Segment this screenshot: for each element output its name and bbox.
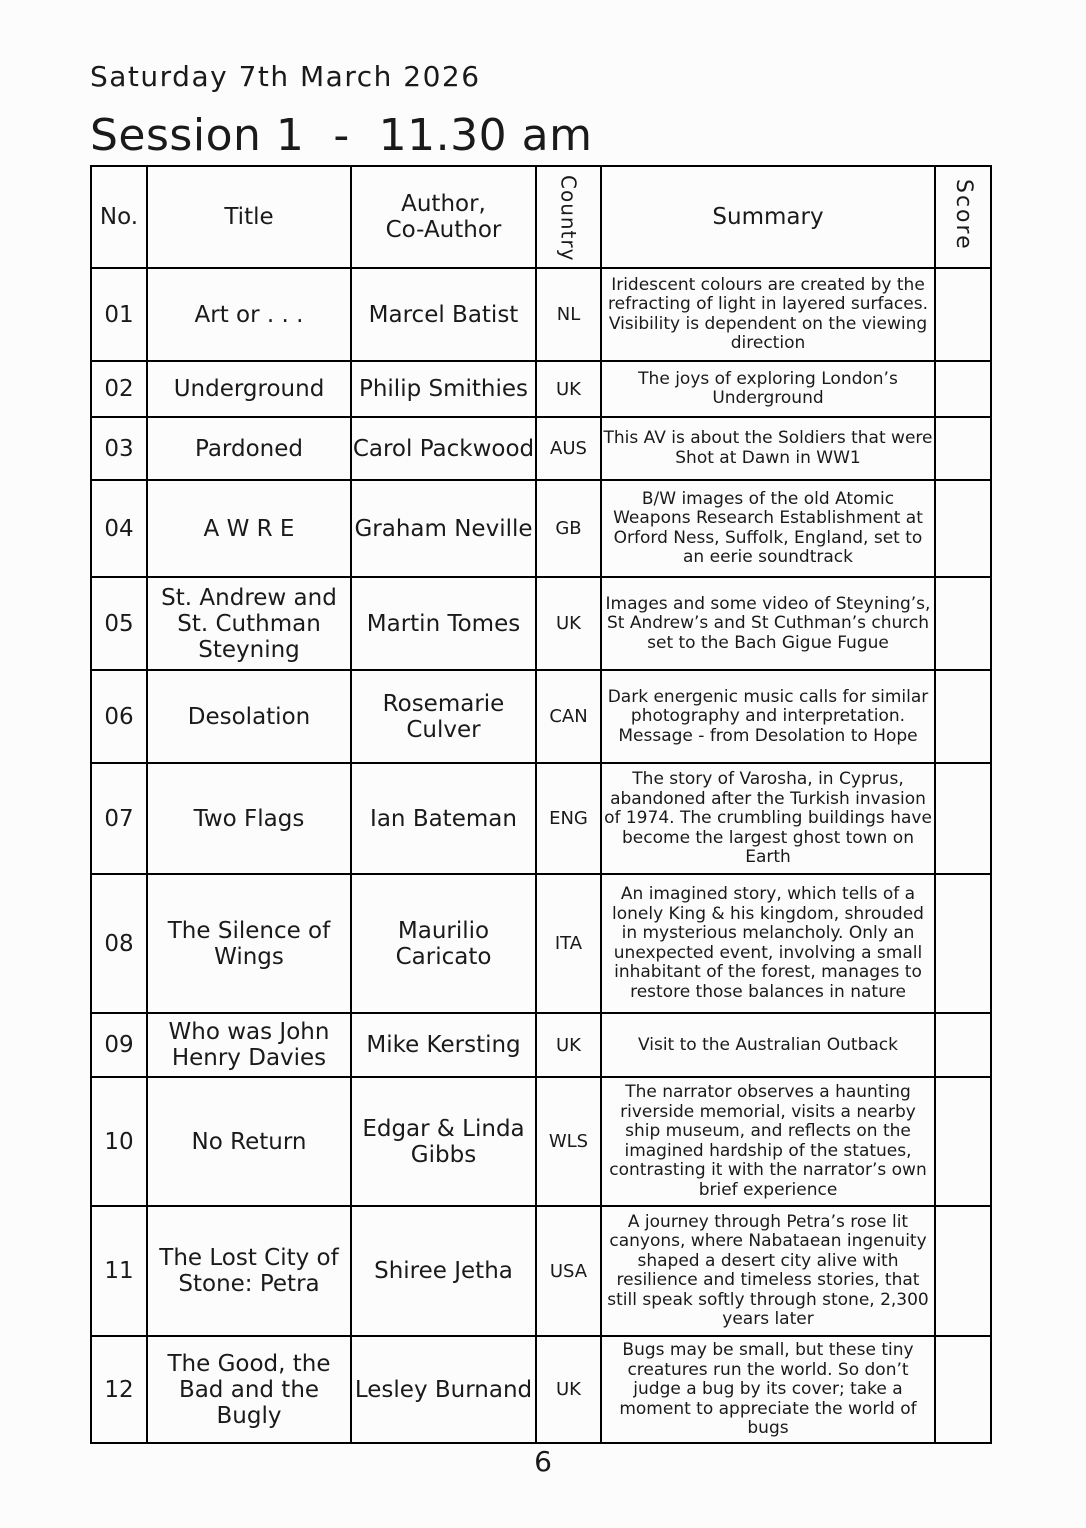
row-title: Underground [147, 361, 351, 417]
row-summary: Dark energenic music calls for similar photography and interpretation. Message - from Desolation to Hope [601, 670, 935, 763]
row-country: GB [536, 480, 601, 577]
row-score-cell[interactable] [935, 1206, 991, 1336]
row-author: Marcel Batist [351, 268, 536, 361]
row-summary: Visit to the Australian Outback [601, 1013, 935, 1077]
row-number: 07 [91, 763, 147, 874]
row-number: 04 [91, 480, 147, 577]
row-title: A W R E [147, 480, 351, 577]
row-title: The Silence of Wings [147, 874, 351, 1013]
row-author: Lesley Burnand [351, 1336, 536, 1443]
column-header-score-label: Score [951, 179, 976, 251]
table-row [91, 268, 991, 361]
row-title: Desolation [147, 670, 351, 763]
row-summary: The story of Varosha, in Cyprus, abandoned after the Turkish invasion of 1974. The crumbling buildings have become the largest ghost town on Earth [601, 763, 935, 874]
row-summary: The joys of exploring London’s Underground [601, 361, 935, 417]
row-number: 01 [91, 268, 147, 361]
row-number: 03 [91, 417, 147, 480]
row-country: AUS [536, 417, 601, 480]
row-summary: B/W images of the old Atomic Weapons Research Establishment at Orford Ness, Suffolk, England, set to an eerie soundtrack [601, 480, 935, 577]
row-author: Shiree Jetha [351, 1206, 536, 1336]
table-row [91, 577, 991, 670]
row-score-cell[interactable] [935, 268, 991, 361]
table-row [91, 874, 991, 1013]
row-score-cell[interactable] [935, 417, 991, 480]
row-author: Maurilio Caricato [351, 874, 536, 1013]
row-score-cell[interactable] [935, 1013, 991, 1077]
row-country: ENG [536, 763, 601, 874]
column-header-country [536, 166, 601, 268]
row-number: 12 [91, 1336, 147, 1443]
row-author: Edgar & Linda Gibbs [351, 1077, 536, 1206]
column-header-author-line2: Co-Author [385, 217, 502, 244]
column-header-country-label: Country [556, 175, 581, 262]
row-score-cell[interactable] [935, 1336, 991, 1443]
column-header-summary: Summary [601, 166, 935, 268]
row-author: Martin Tomes [351, 577, 536, 670]
table-row [91, 1077, 991, 1206]
column-header-author-line1: Author, [401, 191, 486, 218]
page-number: 6 [534, 1445, 552, 1478]
row-score-cell[interactable] [935, 1077, 991, 1206]
row-score-cell[interactable] [935, 480, 991, 577]
row-number: 08 [91, 874, 147, 1013]
row-number: 06 [91, 670, 147, 763]
table-row [91, 480, 991, 577]
header-row [91, 166, 991, 268]
column-header-no: No. [91, 166, 147, 268]
row-score-cell[interactable] [935, 577, 991, 670]
programme-table [90, 165, 992, 1444]
row-country: UK [536, 361, 601, 417]
row-summary: Bugs may be small, but these tiny creatures run the world. So don’t judge a bug by its cover; take a moment to appreciate the world of bugs [601, 1336, 935, 1443]
row-summary: The narrator observes a haunting riverside memorial, visits a nearby ship museum, and reflects on the imagined hardship of the statues, contrasting it with the narrator’s own brief experience [601, 1077, 935, 1206]
row-score-cell[interactable] [935, 361, 991, 417]
row-author: Mike Kersting [351, 1013, 536, 1077]
row-summary: An imagined story, which tells of a lonely King & his kingdom, shrouded in mysterious melancholy. Only an unexpected event, involving a small inhabitant of the forest, manages to restore those balances in nature [601, 874, 935, 1013]
column-header-title: Title [147, 166, 351, 268]
table-row [91, 1013, 991, 1077]
row-number: 11 [91, 1206, 147, 1336]
table-row [91, 670, 991, 763]
row-author: Rosemarie Culver [351, 670, 536, 763]
row-country: USA [536, 1206, 601, 1336]
table-row [91, 1206, 991, 1336]
row-author: Ian Bateman [351, 763, 536, 874]
row-summary: Images and some video of Steyning’s, St Andrew’s and St Cuthman’s church set to the Bach Gigue Fugue [601, 577, 935, 670]
row-country: CAN [536, 670, 601, 763]
row-country: UK [536, 1336, 601, 1443]
row-number: 02 [91, 361, 147, 417]
row-author: Philip Smithies [351, 361, 536, 417]
row-title: Who was John Henry Davies [147, 1013, 351, 1077]
table-row [91, 361, 991, 417]
row-number: 05 [91, 577, 147, 670]
row-title: Two Flags [147, 763, 351, 874]
row-score-cell[interactable] [935, 670, 991, 763]
row-author: Carol Packwood [351, 417, 536, 480]
row-country: UK [536, 577, 601, 670]
table-row [91, 1336, 991, 1443]
row-summary: This AV is about the Soldiers that were Shot at Dawn in WW1 [601, 417, 935, 480]
row-title: Pardoned [147, 417, 351, 480]
row-title: The Lost City of Stone: Petra [147, 1206, 351, 1336]
session-title: Session 1 - 11.30 am [90, 110, 593, 161]
row-title: No Return [147, 1077, 351, 1206]
row-country: UK [536, 1013, 601, 1077]
column-header-score [935, 166, 991, 268]
row-title: The Good, the Bad and the Bugly [147, 1336, 351, 1443]
row-number: 10 [91, 1077, 147, 1206]
row-score-cell[interactable] [935, 763, 991, 874]
column-header-author [351, 166, 536, 268]
row-author: Graham Neville [351, 480, 536, 577]
row-title: Art or . . . [147, 268, 351, 361]
row-country: NL [536, 268, 601, 361]
row-title: St. Andrew and St. Cuthman Steyning [147, 577, 351, 670]
table-row [91, 417, 991, 480]
row-country: ITA [536, 874, 601, 1013]
table-row [91, 763, 991, 874]
row-country: WLS [536, 1077, 601, 1206]
row-summary: A journey through Petra’s rose lit canyons, where Nabataean ingenuity shaped a desert city alive with resilience and timeless stories, that still speak softly through stone, 2,300 years later [601, 1206, 935, 1336]
row-number: 09 [91, 1013, 147, 1077]
row-summary: Iridescent colours are created by the refracting of light in layered surfaces. Visibility is dependent on the viewing direction [601, 268, 935, 361]
event-date: Saturday 7th March 2026 [90, 60, 481, 93]
row-score-cell[interactable] [935, 874, 991, 1013]
